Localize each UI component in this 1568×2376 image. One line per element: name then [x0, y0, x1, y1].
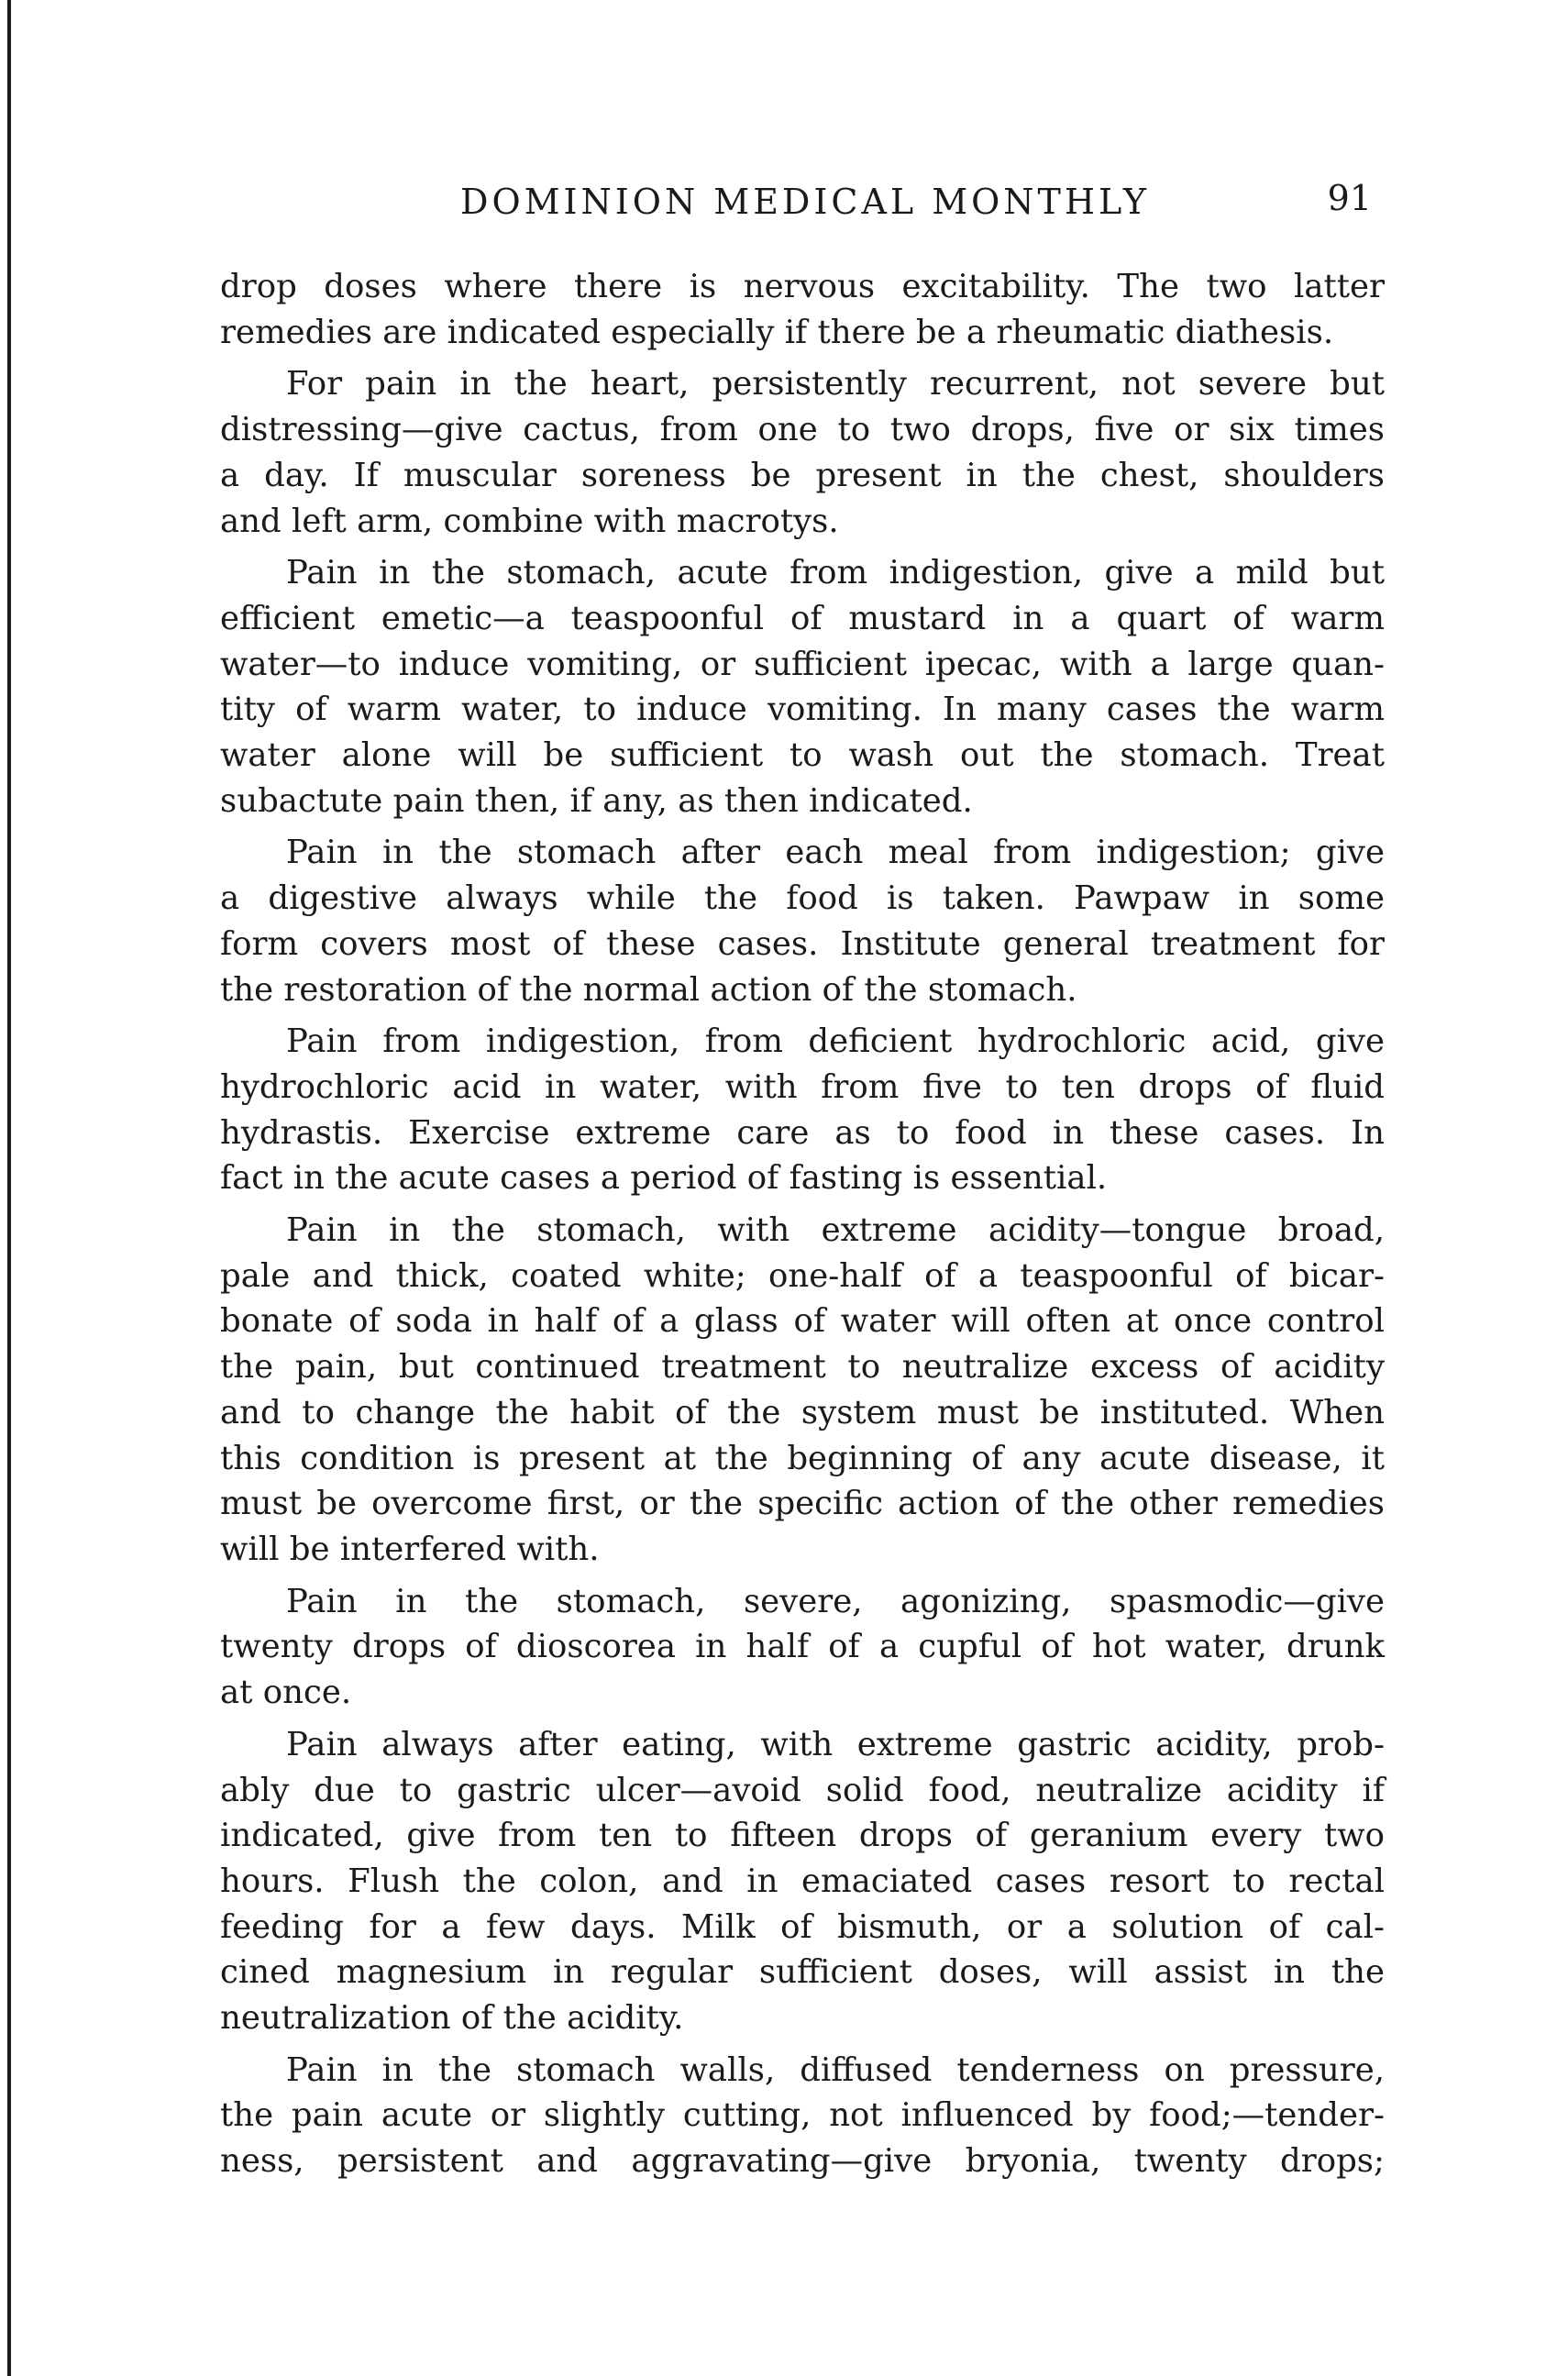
text-line: subactute pain then, if any, as then indicated. [220, 781, 973, 820]
text-line: hydrochloric acid in water, with from five to ten drops of fluid [220, 1067, 1385, 1106]
text-line: Pain in the stomach after each meal from indigestion; give [286, 834, 1385, 872]
text-line: the pain acute or slightly cutting, not influenced by food;—tender- [220, 2096, 1385, 2135]
text-line: a day. If muscular soreness be present in the chest, shoulders [220, 456, 1385, 494]
text-line: indicated, give from ten to fifteen drops of geranium every two [220, 1817, 1385, 1855]
paragraph [220, 361, 1385, 544]
text-line: at once. [220, 1674, 352, 1712]
text-line: the restoration of the normal action of the stomach. [220, 970, 1077, 1009]
text-line: efficient emetic—a teaspoonful of mustard in a quart of warm [220, 599, 1385, 637]
text-line: will be interfered with. [220, 1530, 600, 1568]
body-text [220, 264, 1385, 2191]
text-line: twenty drops of dioscorea in half of a cupful of hot water, drunk [220, 1628, 1385, 1666]
text-line: pale and thick, coated white; one-half of a teaspoonful of bicar- [220, 1256, 1385, 1295]
text-line: remedies are indicated especially if there be a rheumatic diathesis. [220, 313, 1334, 351]
text-line: cined magnesium in regular sufficient doses, will assist in the [220, 1953, 1385, 1992]
text-line: ably due to gastric ulcer—avoid solid food, neutralize acidity if [220, 1771, 1385, 1809]
text-line: form covers most of these cases. Institute general treatment for [220, 924, 1385, 963]
text-line: Pain always after eating, with extreme gastric acidity, prob- [286, 1725, 1385, 1763]
text-line: Pain in the stomach, severe, agonizing, spasmodic—give [286, 1582, 1385, 1620]
text-line: Pain in the stomach, with extreme acidity—tongue broad, [286, 1211, 1385, 1250]
running-title: DOMINION MEDICAL MONTHLY [460, 182, 1150, 222]
text-line: the pain, but continued treatment to neutralize excess of acidity [220, 1348, 1385, 1387]
text-line: neutralization of the acidity. [220, 1999, 684, 2038]
paragraph [220, 1722, 1385, 2041]
text-line: and left arm, combine with macrotys. [220, 502, 839, 540]
paragraph [220, 1019, 1385, 1201]
text-line: hydrastis. Exercise extreme care as to food in these cases. In [220, 1113, 1385, 1152]
paragraph [220, 550, 1385, 823]
text-line: water alone will be sufficient to wash out the stomach. Treat [220, 736, 1385, 775]
paragraph [220, 830, 1385, 1012]
text-line: ness, persistent and aggravating—give bryonia, twenty drops; [220, 2142, 1385, 2181]
paragraph [220, 1208, 1385, 1573]
binding-edge [7, 0, 11, 2376]
text-line: and to change the habit of the system must be instituted. When [220, 1393, 1385, 1431]
text-line: water—to induce vomiting, or sufficient ipecac, with a large quan- [220, 645, 1385, 683]
text-line: fact in the acute cases a period of fasting is essential. [220, 1159, 1108, 1198]
paragraph [220, 264, 1385, 355]
text-line: Pain in the stomach, acute from indigestion, give a mild but [286, 554, 1385, 592]
text-line: a digestive always while the food is taken. Pawpaw in some [220, 879, 1385, 918]
text-line: hours. Flush the colon, and in emaciated cases resort to rectal [220, 1862, 1385, 1900]
text-line: For pain in the heart, persistently recurrent, not severe but [286, 365, 1385, 403]
paragraph [220, 2048, 1385, 2184]
page-number: 91 [1327, 178, 1372, 218]
page-header [220, 174, 1394, 229]
text-line: distressing—give cactus, from one to two drops, five or six times [220, 411, 1385, 449]
text-line: Pain from indigestion, from deficient hydrochloric acid, give [286, 1022, 1385, 1061]
text-line: feeding for a few days. Milk of bismuth, or a solution of cal- [220, 1907, 1385, 1946]
text-line: must be overcome first, or the specific action of the other remedies [220, 1485, 1385, 1523]
paragraph [220, 1579, 1385, 1716]
text-line: Pain in the stomach walls, diffused tenderness on pressure, [286, 2050, 1385, 2089]
text-line: drop doses where there is nervous excitability. The two latter [220, 268, 1385, 305]
text-line: tity of warm water, to induce vomiting. In many cases the warm [220, 691, 1385, 729]
text-line: this condition is present at the beginning of any acute disease, it [220, 1439, 1385, 1477]
text-line: bonate of soda in half of a glass of water will often at once control [220, 1302, 1385, 1341]
